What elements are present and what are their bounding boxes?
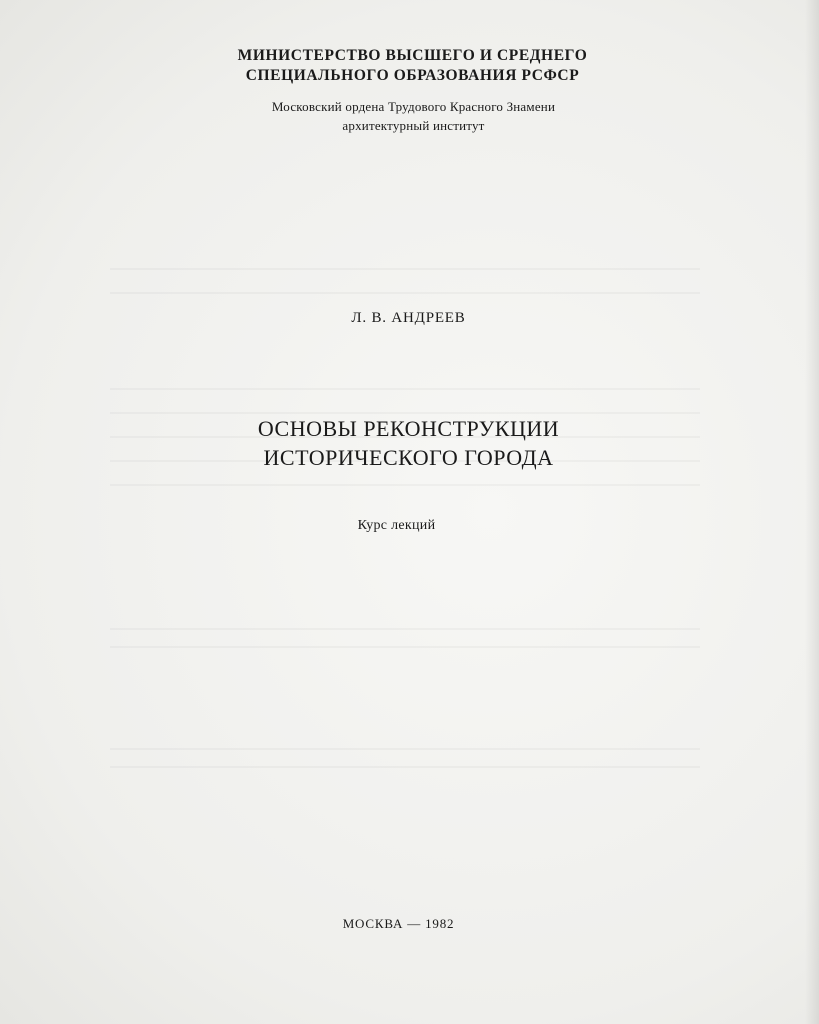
book-title-line-1: ОСНОВЫ РЕКОНСТРУКЦИИ xyxy=(257,416,560,441)
institute-line-1: Московский ордена Трудового Красного Знамени xyxy=(271,99,556,114)
bleed-through-line xyxy=(110,628,700,630)
bleed-through-line xyxy=(110,484,700,486)
institute-heading xyxy=(4,97,819,135)
author-name: Л. В. АНДРЕЕВ xyxy=(351,310,466,326)
ministry-line-1: МИНИСТЕРСТВО ВЫСШЕГО И СРЕДНЕГО xyxy=(237,47,588,64)
book-title-line-2: ИСТОРИЧЕСКОГО ГОРОДА xyxy=(263,445,554,470)
imprint-place-year: МОСКВА — 1982 xyxy=(342,916,455,931)
book-subtitle: Курс лекций xyxy=(357,518,436,533)
bleed-through-line xyxy=(110,388,700,390)
bleed-through-line xyxy=(110,292,700,294)
bleed-through-line xyxy=(110,268,700,270)
book-title xyxy=(0,414,818,472)
institute-line-2: архитектурный институт xyxy=(342,118,485,133)
page-edge-shadow xyxy=(805,0,819,1024)
ministry-heading xyxy=(3,46,819,86)
bleed-through-line xyxy=(110,646,700,648)
ministry-line-2: СПЕЦИАЛЬНОГО ОБРАЗОВАНИЯ РСФСР xyxy=(245,67,580,84)
bleed-through-line xyxy=(110,766,700,768)
bleed-through-line xyxy=(110,748,700,750)
